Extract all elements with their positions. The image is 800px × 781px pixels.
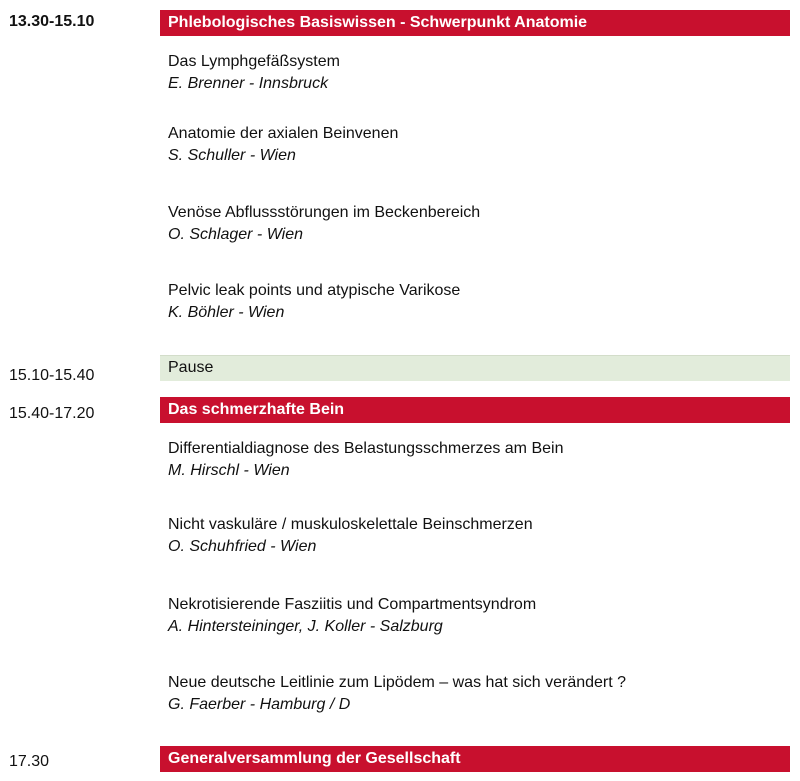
session-header-3: Generalversammlung der Gesellschaft — [160, 746, 790, 772]
talk-speaker: G. Faerber - Hamburg / D — [168, 696, 351, 713]
pause-bar: Pause — [160, 355, 790, 381]
talk-speaker: M. Hirschl - Wien — [168, 462, 290, 479]
session-time-1: 13.30-15.10 — [9, 13, 95, 30]
session-header-2: Das schmerzhafte Bein — [160, 397, 790, 423]
talk-title: Neue deutsche Leitlinie zum Lipödem – was hat sich verändert ? — [168, 674, 627, 691]
session-time-2: 15.10-15.40 — [9, 367, 95, 384]
talk-item — [168, 280, 788, 324]
talk-title: Anatomie der axialen Beinvenen — [168, 125, 399, 142]
talk-speaker: A. Hintersteininger, J. Koller - Salzburg — [168, 618, 443, 635]
session-header-1: Phlebologisches Basiswissen - Schwerpunkt Anatomie — [160, 10, 790, 36]
talk-item — [168, 123, 788, 167]
talk-title: Venöse Abflussstörungen im Beckenbereich — [168, 204, 481, 221]
talk-speaker: S. Schuller - Wien — [168, 147, 296, 164]
session-time-3: 15.40-17.20 — [9, 405, 95, 422]
talk-item — [168, 51, 788, 95]
talk-speaker: O. Schlager - Wien — [168, 226, 304, 243]
talk-title: Pelvic leak points und atypische Varikose — [168, 282, 461, 299]
talk-title: Differentialdiagnose des Belastungsschmerzes am Bein — [168, 440, 564, 457]
talk-item — [168, 594, 788, 638]
talk-title: Nekrotisierende Fasziitis und Compartmentsyndrom — [168, 596, 537, 613]
talk-speaker: O. Schuhfried - Wien — [168, 538, 317, 555]
talk-item — [168, 672, 788, 716]
talk-item — [168, 438, 788, 482]
talk-title: Nicht vaskuläre / muskuloskelettale Beinschmerzen — [168, 516, 533, 533]
talk-speaker: E. Brenner - Innsbruck — [168, 75, 329, 92]
talk-item — [168, 514, 788, 558]
talk-speaker: K. Böhler - Wien — [168, 304, 285, 321]
talk-title: Das Lymphgefäßsystem — [168, 53, 340, 70]
session-time-4: 17.30 — [9, 753, 50, 770]
talk-item — [168, 202, 788, 246]
